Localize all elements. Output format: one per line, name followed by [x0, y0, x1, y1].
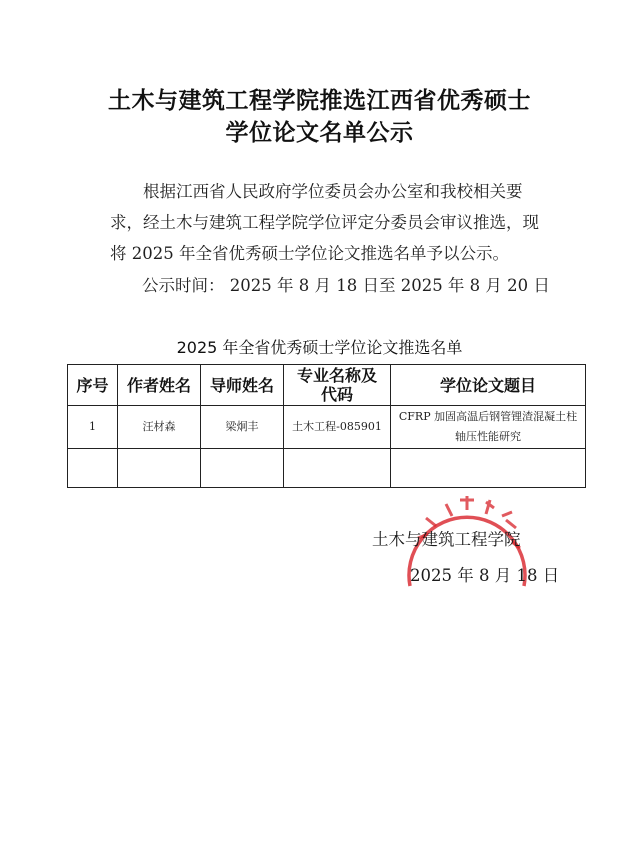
paragraph-line-3: 将 2025 年全省优秀硕士学位论文推选名单予以公示。 — [110, 244, 509, 263]
cell-index: 1 — [68, 406, 118, 449]
paragraph-line-1: 根据江西省人民政府学位委员会办公室和我校相关要 — [143, 182, 523, 201]
document-title-line-1: 土木与建筑工程学院推选江西省优秀硕士 — [108, 88, 531, 114]
header-major — [284, 365, 391, 406]
header-major-line-2: 代码 — [320, 385, 353, 404]
table-title: 2025 年全省优秀硕士学位论文推选名单 — [176, 338, 463, 357]
empty-cell — [68, 449, 118, 488]
cell-advisor: 梁炯丰 — [201, 406, 284, 449]
signature-date: 2025 年 8 月 18 日 — [410, 566, 560, 585]
signature-organization: 土木与建筑工程学院 — [372, 530, 521, 549]
table-row — [68, 406, 586, 449]
header-author: 作者姓名 — [118, 365, 201, 406]
header-advisor: 导师姓名 — [201, 365, 284, 406]
announcement-paragraph — [110, 176, 580, 269]
document-title-line-2: 学位论文名单公示 — [225, 120, 414, 146]
nominee-table — [67, 364, 586, 488]
cell-thesis-line-1: CFRP 加固高温后钢管锂渣混凝土柱 — [398, 410, 578, 423]
paragraph-line-2: 求，经土木与建筑工程学院学位评定分委员会审议推选，现 — [110, 213, 539, 232]
empty-cell — [118, 449, 201, 488]
cell-thesis-line-2: 轴压性能研究 — [455, 430, 521, 443]
empty-cell — [201, 449, 284, 488]
empty-cell — [284, 449, 391, 488]
cell-author: 汪材森 — [118, 406, 201, 449]
header-thesis: 学位论文题目 — [391, 365, 586, 406]
table-header-row — [68, 365, 586, 406]
header-major-line-1: 专业名称及 — [296, 366, 377, 385]
cell-thesis — [391, 406, 586, 449]
notice-period: 公示时间： 2025 年 8 月 18 日至 2025 年 8 月 20 日 — [142, 276, 550, 295]
header-index: 序号 — [68, 365, 118, 406]
cell-major: 土木工程-085901 — [284, 406, 391, 449]
